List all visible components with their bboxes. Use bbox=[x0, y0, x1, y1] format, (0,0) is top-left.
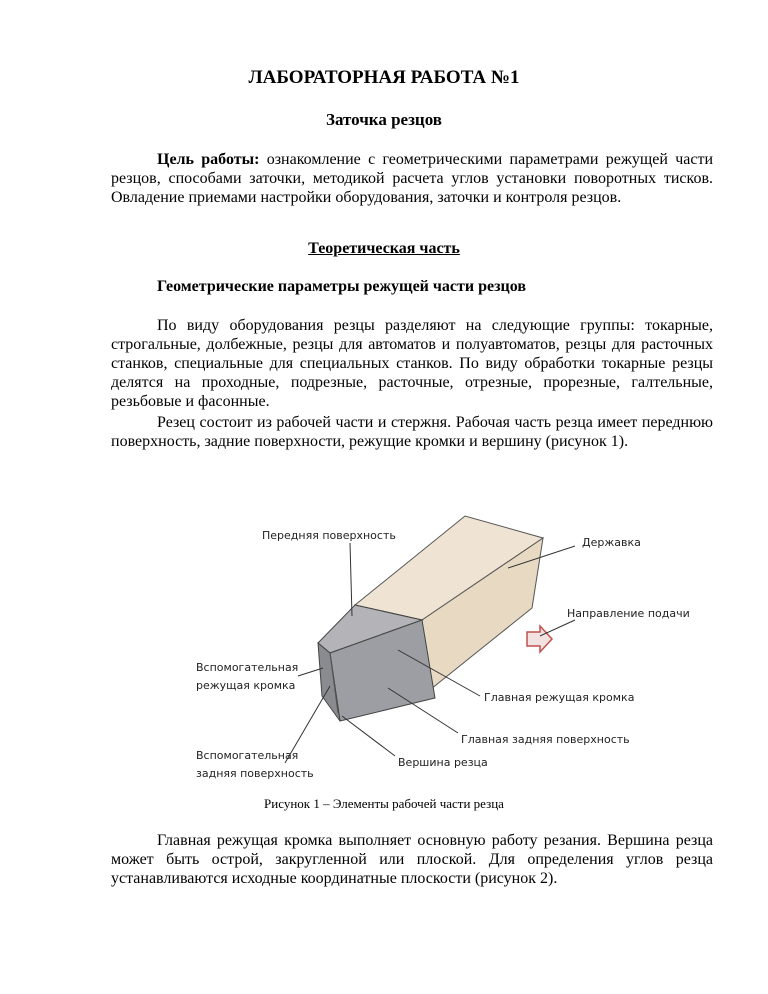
leader-feed bbox=[540, 620, 575, 636]
theory-heading: Теоретическая часть bbox=[308, 240, 460, 257]
paragraph-2: Резец состоит из рабочей части и стержня. Рабочая часть резца имеет переднюю поверхность, задние поверхности, режущие кромки и вершину (рисунок 1). bbox=[111, 414, 713, 450]
leader-front-surface bbox=[350, 543, 352, 616]
label-aux-flank-1: Вспомогательная bbox=[196, 749, 299, 762]
feed-arrow bbox=[527, 626, 552, 652]
paragraph-3: Главная режущая кромка выполняет основную работу резания. Вершина резца может быть острой, закругленной или плоской. Для определения углов резца устанавливаются исходные координатные плоскости (рисунок 2). bbox=[111, 832, 713, 887]
label-holder: Державка bbox=[582, 536, 641, 549]
page-subtitle: Заточка резцов bbox=[326, 110, 442, 129]
page-title: ЛАБОРАТОРНАЯ РАБОТА №1 bbox=[248, 67, 520, 88]
cutter-figure bbox=[190, 508, 700, 793]
section-heading: Геометрические параметры режущей части резцов bbox=[157, 278, 526, 295]
label-main-flank: Главная задняя поверхность bbox=[461, 733, 630, 746]
label-aux-flank-2: задняя поверхность bbox=[196, 767, 314, 780]
label-tip: Вершина резца bbox=[398, 756, 488, 769]
label-aux-edge-2: режущая кромка bbox=[196, 679, 296, 692]
goal-label: Цель работы: bbox=[157, 151, 260, 168]
label-front-surface: Передняя поверхность bbox=[262, 529, 396, 542]
leader-aux-edge bbox=[298, 668, 323, 676]
goal-paragraph bbox=[111, 150, 713, 207]
leader-tip bbox=[342, 716, 395, 756]
figure-caption: Рисунок 1 – Элементы рабочей части резца bbox=[264, 796, 504, 811]
label-main-edge: Главная режущая кромка bbox=[484, 691, 635, 704]
label-feed-direction: Направление подачи bbox=[567, 607, 690, 620]
label-aux-edge-1: Вспомогательная bbox=[196, 661, 299, 674]
paragraph-1: По виду оборудования резцы разделяют на следующие группы: токарные, строгальные, долбежные, резцы для автоматов и полуавтоматов, резцы для расточных станков, специальные для специальных станков. По виду обработки токарные резцы делятся на проходные, подрезные, расточные, отрезные, прорезные, галтельные, резьбовые и фасонные. bbox=[111, 317, 713, 410]
goal-text: ознакомление с геометрическими параметрами режущей части резцов, способами заточки, методикой расчета углов установки поворотных тисков. Овладение приемами настройки оборудования, заточки и контроля резцов. bbox=[111, 151, 713, 206]
